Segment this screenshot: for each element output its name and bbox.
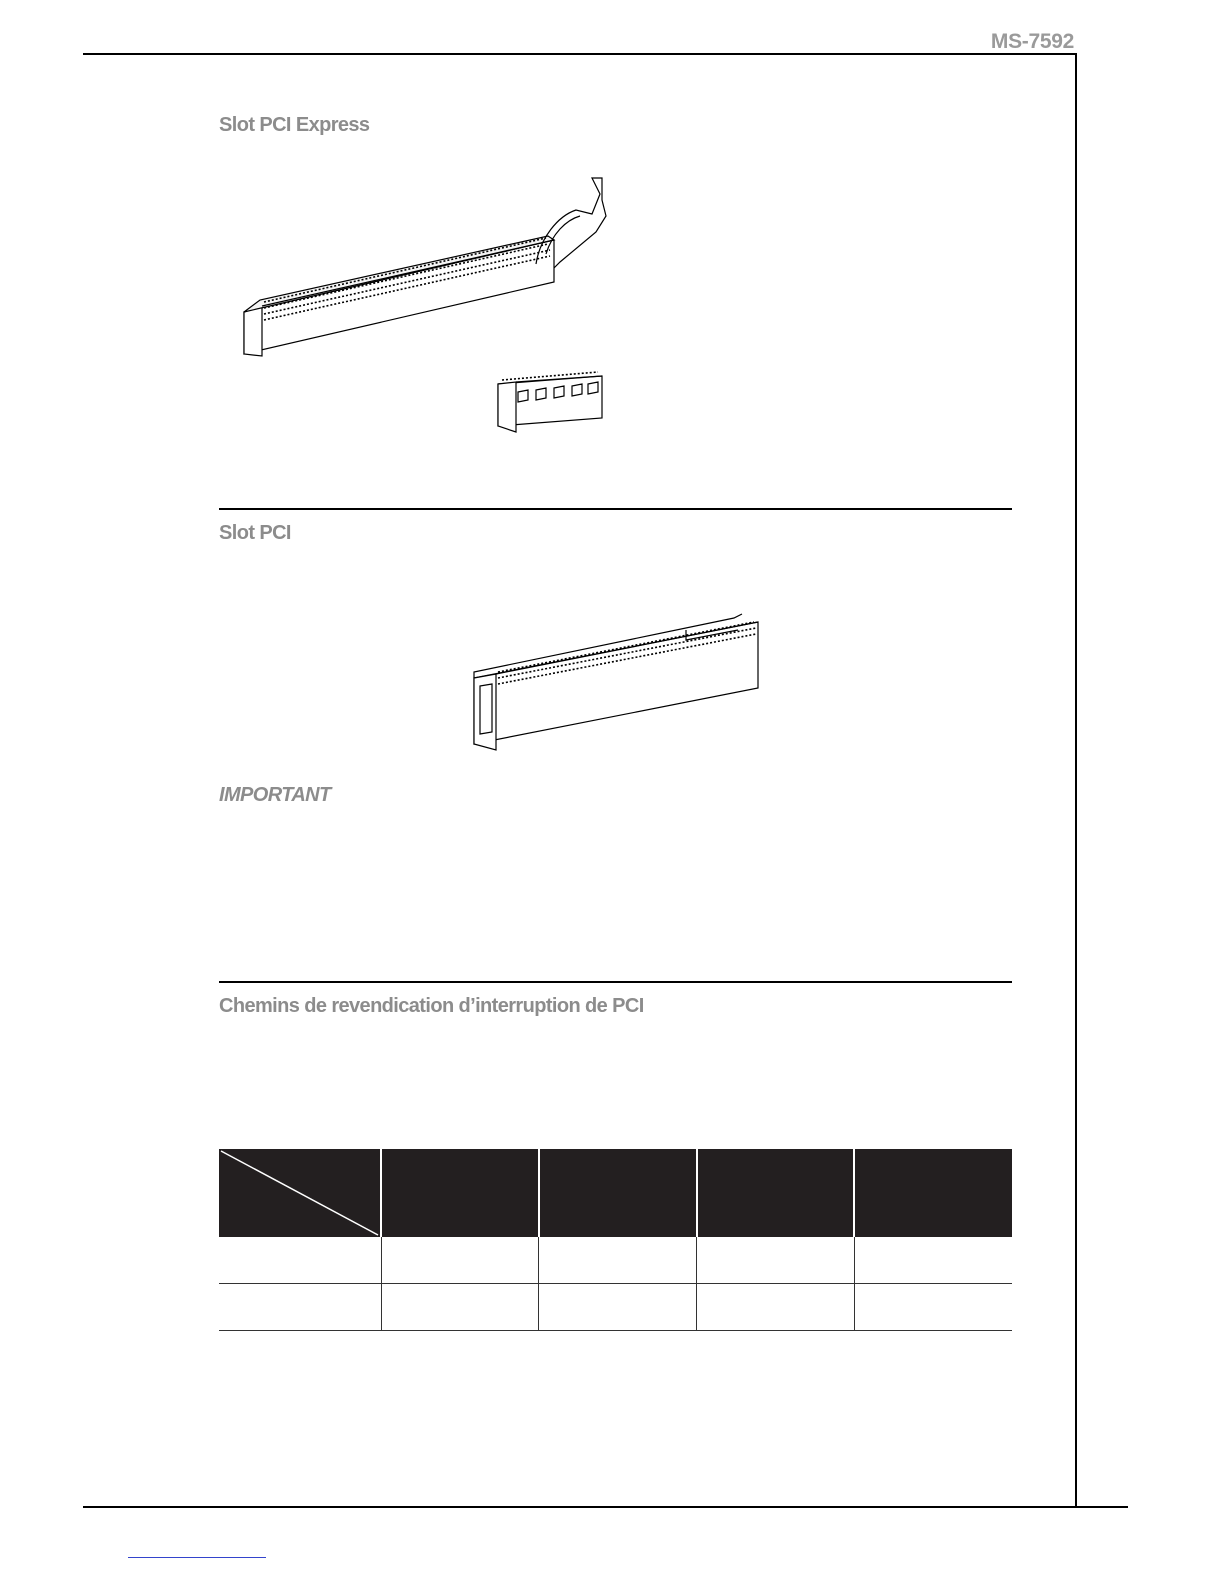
irq-section-title: Chemins de revendication d’interruption de PCI — [219, 995, 644, 1017]
table-row — [219, 1284, 1012, 1331]
table-header-cell — [697, 1149, 855, 1237]
section-divider-2 — [219, 981, 1012, 983]
pci-slot-illustration — [470, 612, 762, 754]
table-cell — [539, 1237, 697, 1284]
table-header-row — [219, 1149, 1012, 1237]
table-cell — [539, 1284, 697, 1331]
table-header-cell — [539, 1149, 697, 1237]
pci-section-title: Slot PCI — [219, 522, 291, 544]
irq-routing-table — [219, 1149, 1012, 1331]
table-cell — [854, 1284, 1012, 1331]
pcie-x1-slot-illustration — [494, 364, 606, 434]
table-cell — [219, 1284, 381, 1331]
section-divider-1 — [219, 508, 1012, 510]
pcie-section-title: Slot PCI Express — [219, 114, 370, 136]
model-number: MS-7592 — [990, 30, 1074, 53]
footer-link-underline — [128, 1557, 266, 1558]
footer-rule — [83, 1506, 1128, 1508]
header-rule — [83, 53, 1076, 55]
table-cell — [854, 1237, 1012, 1284]
important-heading: IMPORTANT — [219, 784, 331, 806]
table-cell — [381, 1237, 539, 1284]
right-margin-rule — [1075, 53, 1077, 1508]
table-corner-header — [219, 1149, 381, 1237]
diagonal-divider — [219, 1149, 380, 1237]
table-cell — [219, 1237, 381, 1284]
table-cell — [697, 1284, 855, 1331]
table-header-cell — [381, 1149, 539, 1237]
table-cell — [697, 1237, 855, 1284]
table-cell — [381, 1284, 539, 1331]
pcie-x16-slot-illustration — [240, 176, 620, 360]
table-row — [219, 1237, 1012, 1284]
table-header-cell — [854, 1149, 1012, 1237]
